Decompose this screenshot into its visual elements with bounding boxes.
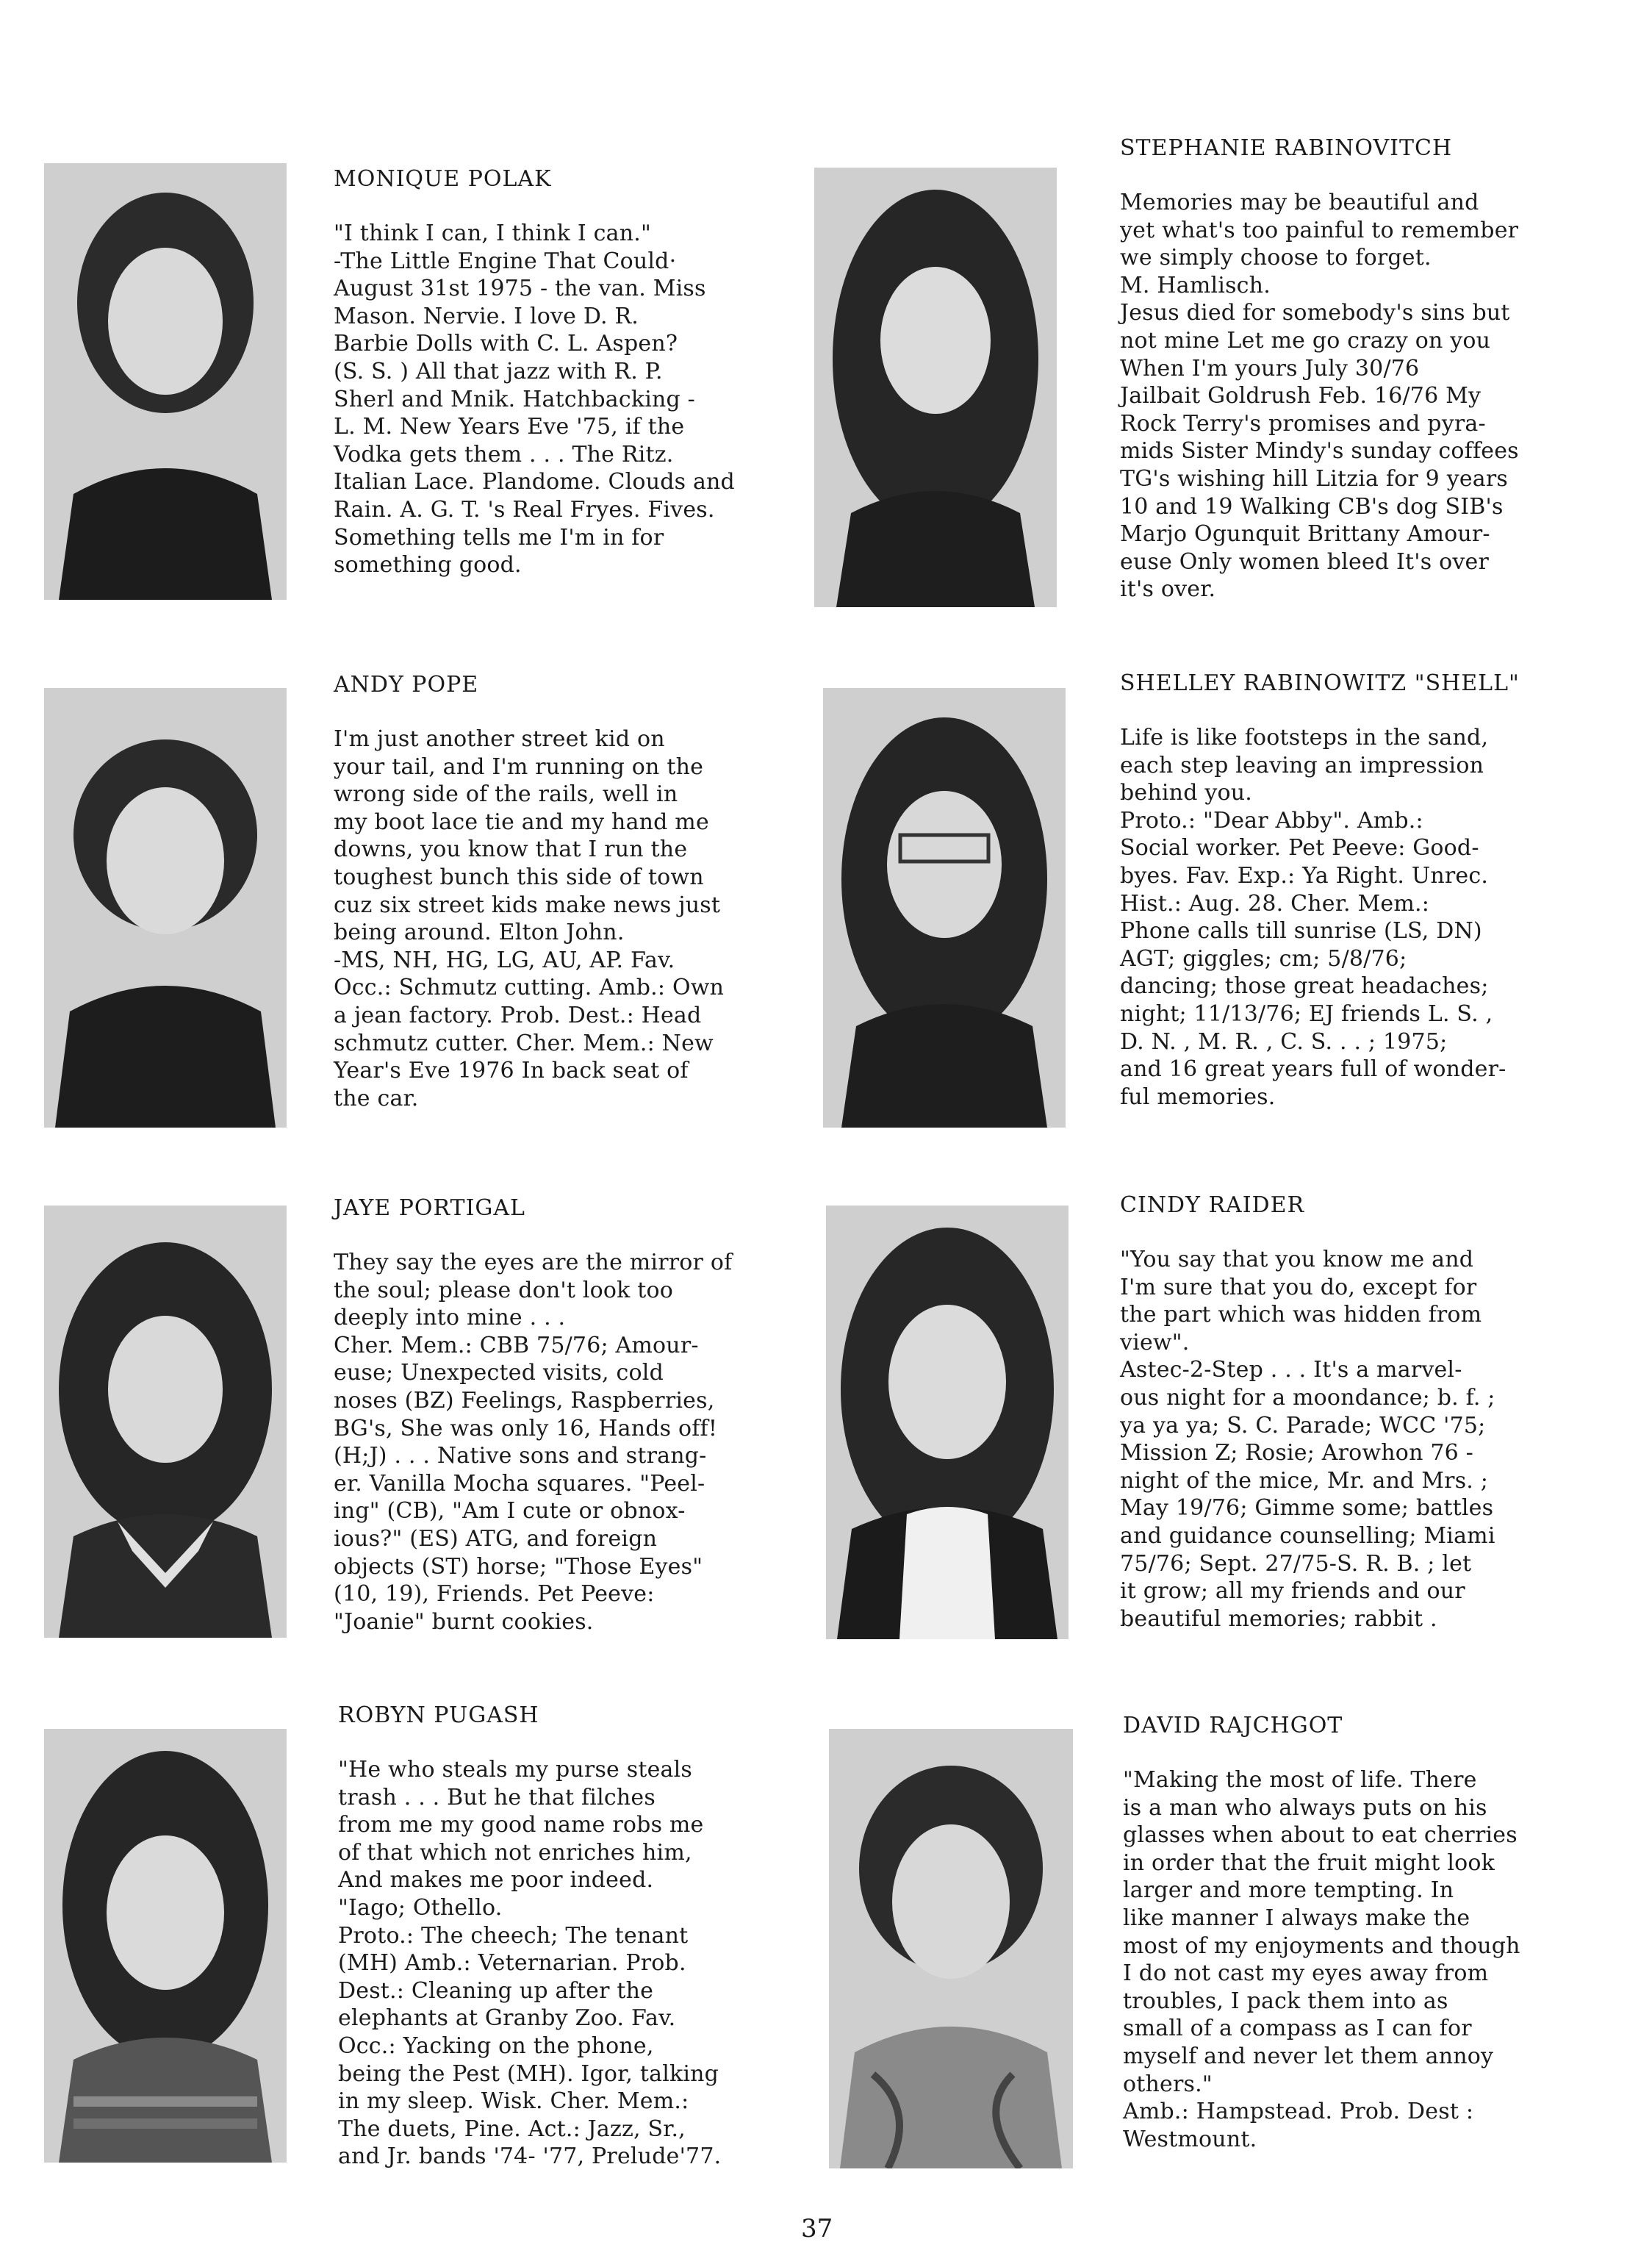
student-photo bbox=[44, 688, 287, 1128]
portrait-photo-icon bbox=[829, 1729, 1073, 2168]
student-photo bbox=[826, 1206, 1069, 1639]
page-number: 37 bbox=[801, 2214, 833, 2243]
student-bio: Memories may be beautiful and yet what's too painful to remember we simply choose to forget. M. Hamlisch. Jesus died for somebody's sins but not mine Let me go crazy on you When I'm yours July 30/76 Jailbait Goldrush Feb. 16/76 My Rock Terry's promises and pyra- mids Sister Mindy's sunday coffees TG's wishing hill Litzia for 9 years 10 and 19 Walking CB's dog SIB's Marjo Ogunquit Brittany Amour- euse Only women bleed It's over it's over. bbox=[1120, 190, 1519, 603]
student-photo bbox=[829, 1729, 1073, 2168]
student-photo bbox=[44, 163, 287, 600]
portrait-photo-icon bbox=[814, 168, 1057, 607]
portrait-photo-icon bbox=[44, 688, 287, 1128]
student-name: MONIQUE POLAK bbox=[334, 166, 552, 192]
student-photo bbox=[44, 1206, 287, 1638]
student-photo bbox=[44, 1729, 287, 2163]
portrait-photo-icon bbox=[823, 688, 1066, 1128]
student-bio: Life is like footsteps in the sand, each step leaving an impression behind you. Proto.: "Dear Abby". Amb.: Social worker. Pet Peeve: Good- byes. Fav. Exp.: Ya Right. Unrec. Hist.: Aug. 28. Cher. Mem.: Phone calls till sunrise (LS, DN) AGT; giggles; cm; 5/8/76; dancing; those great headaches; night; 11/13/76; EJ friends L. S. , D. N. , M. R. , C. S. . . ; 1975; and 16 great years full of wonder- ful memories. bbox=[1120, 725, 1506, 1110]
student-name: ROBYN PUGASH bbox=[338, 1702, 539, 1728]
student-bio: "He who steals my purse steals trash . . . But he that filches from me my good name robs me of that which not enriches him, And makes me poor indeed. "Iago; Othello. Proto.: The cheech; The tenant (MH) Amb.: Veternarian. Prob. Dest.: Cleaning up after the elephants at Granby Zoo. Fav. Occ.: Yacking on the phone, being the Pest (MH). Igor, talking in my sleep. Wisk. Cher. Mem.: The duets, Pine. Act.: Jazz, Sr., and Jr. bands '74- '77, Prelude'77. bbox=[338, 1757, 722, 2170]
student-bio: "I think I can, I think I can." -The Little Engine That Could· August 31st 1975 - the van. Miss Mason. Nervie. I love D. R. Barbie Dolls with C. L. Aspen? (S. S. ) All that jazz with R. P. Sherl and Mnik. Hatchbacking - L. M. New Years Eve '75, if the Vodka gets them . . . The Ritz. Italian Lace. Plandome. Clouds and Rain. A. G. T. 's Real Fryes. Fives. Something tells me I'm in for something good. bbox=[334, 221, 735, 578]
student-name: JAYE PORTIGAL bbox=[334, 1195, 525, 1221]
student-bio: They say the eyes are the mirror of the soul; please don't look too deeply into mine . . . Cher. Mem.: CBB 75/76; Amour- euse; Unexpected visits, cold noses (BZ) Feelings, Raspberries, BG's, She was only 16, Hands off! (H;J) . . . Native sons and strang- er. Vanilla Mocha squares. "Peel- ing" (CB), "Am I cute or obnox- ious?" (ES) ATG, and foreign objects (ST) horse; "Those Eyes" (10, 19), Friends. Pet Peeve: "Joanie" burnt cookies. bbox=[334, 1250, 733, 1635]
student-name: STEPHANIE RABINOVITCH bbox=[1120, 135, 1453, 161]
student-bio: "You say that you know me and I'm sure that you do, except for the part which was hidden from view". Astec-2-Step . . . It's a marvel- ous night for a moondance; b. f. ; ya ya ya; S. C. Parade; WCC '75; Mission Z; Rosie; Arowhon 76 - night of the mice, Mr. and Mrs. ; May 19/76; Gimme some; battles and guidance counselling; Miami 75/76; Sept. 27/75-S. R. B. ; let it grow; all my friends and our beautiful memories; rabbit . bbox=[1120, 1247, 1495, 1632]
portrait-photo-icon bbox=[44, 1729, 287, 2163]
student-name: CINDY RAIDER bbox=[1120, 1192, 1305, 1218]
student-name: DAVID RAJCHGOT bbox=[1123, 1713, 1343, 1738]
student-bio: I'm just another street kid on your tail, and I'm running on the wrong side of the rails, well in my boot lace tie and my hand me downs, you know that I run the toughest bunch this side of town cuz six street kids make news just being around. Elton John. -MS, NH, HG, LG, AU, AP. Fav. Occ.: Schmutz cutting. Amb.: Own a jean factory. Prob. Dest.: Head schmutz cutter. Cher. Mem.: New Year's Eve 1976 In back seat of the car. bbox=[334, 726, 725, 1111]
student-name: SHELLEY RABINOWITZ "SHELL" bbox=[1120, 670, 1520, 696]
portrait-photo-icon bbox=[44, 163, 287, 600]
student-photo bbox=[823, 688, 1066, 1128]
student-name: ANDY POPE bbox=[334, 672, 479, 698]
portrait-photo-icon bbox=[826, 1206, 1069, 1639]
student-photo bbox=[814, 168, 1057, 607]
student-bio: "Making the most of life. There is a man who always puts on his glasses when about to eat cherries in order that the fruit might look larger and more tempting. In like manner I always make the most of my enjoyments and though I do not cast my eyes away from troubles, I pack them into as small of a compass as I can for myself and never let them annoy others." Amb.: Hampstead. Prob. Dest : Westmount. bbox=[1123, 1767, 1520, 2152]
portrait-photo-icon bbox=[44, 1206, 287, 1638]
